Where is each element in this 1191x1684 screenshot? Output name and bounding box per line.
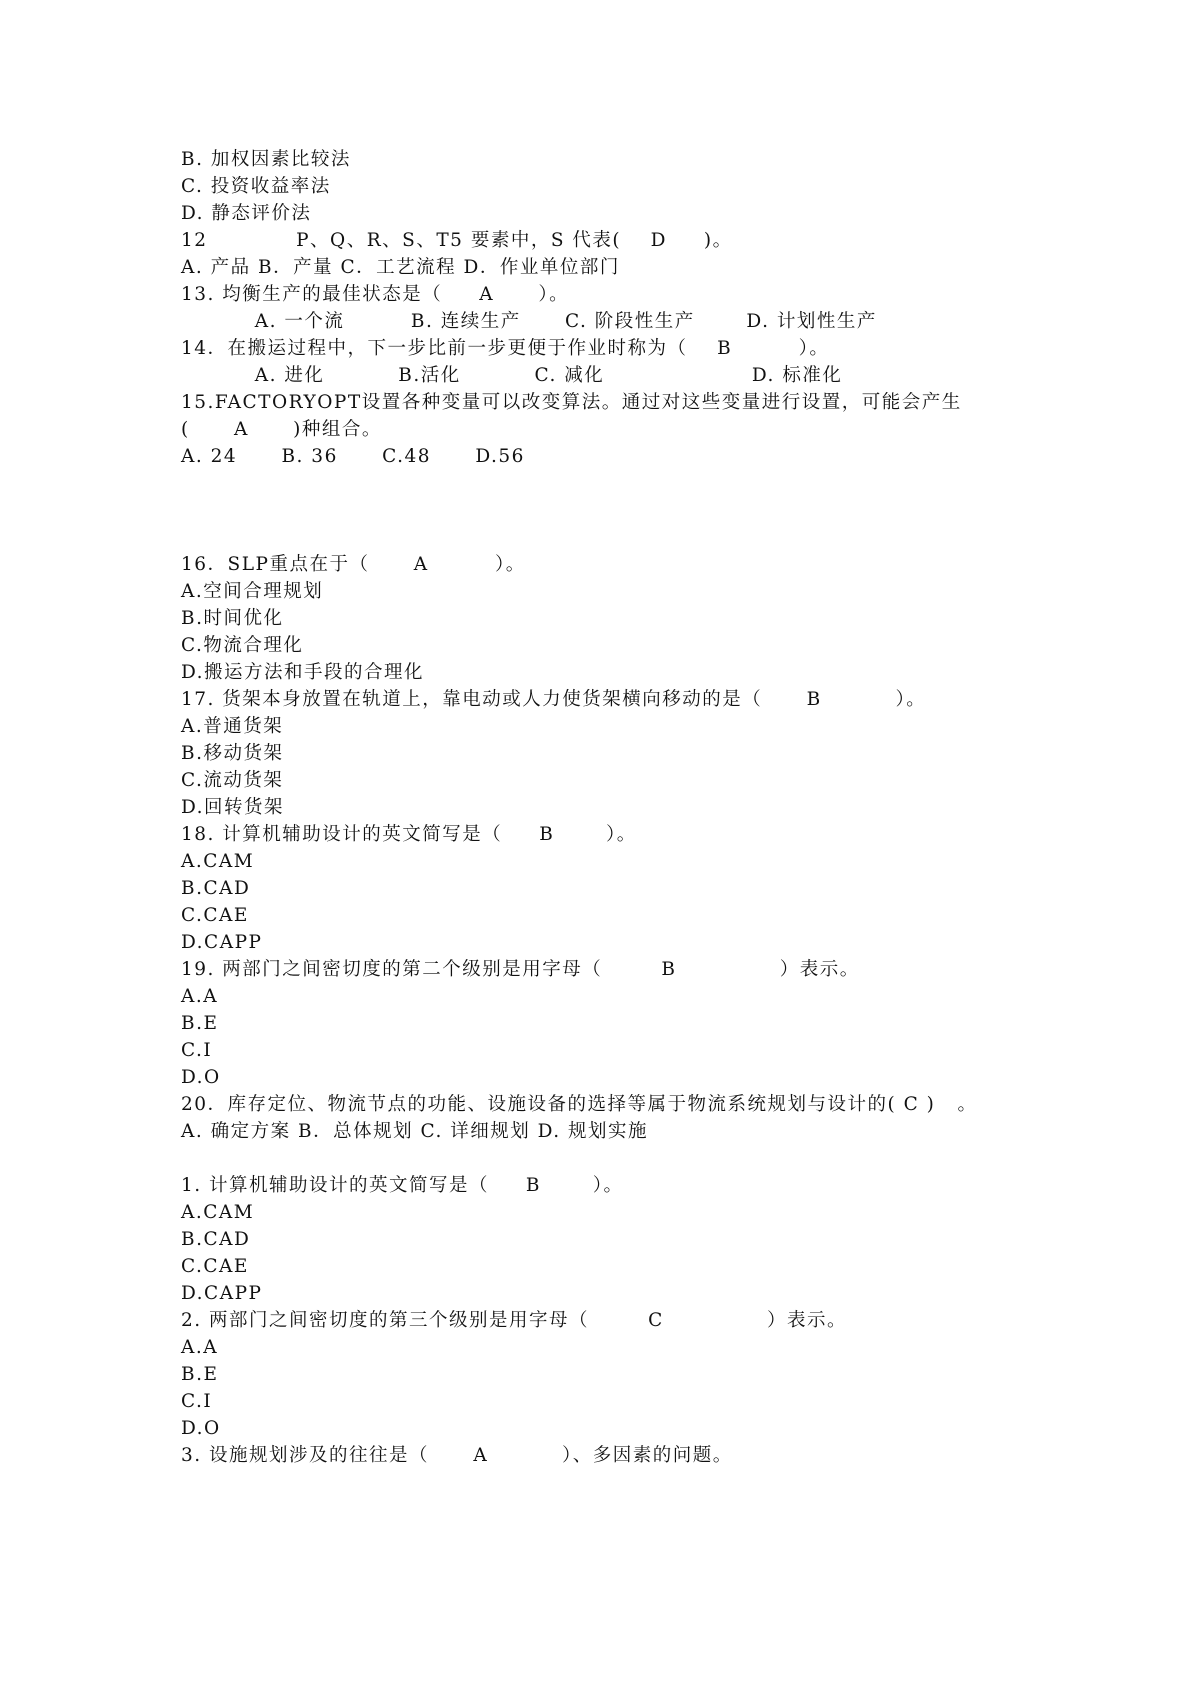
question-line: 12 P、Q、R、S、T5 要素中，S 代表( D )。: [181, 230, 733, 251]
option-line: C.CAE: [181, 905, 249, 926]
option-line: B.CAD: [181, 1229, 251, 1250]
option-line: C.CAE: [181, 1256, 249, 1277]
option-line: A. 产品 B．产量 C．工艺流程 D．作业单位部门: [181, 257, 620, 278]
option-line: C. 投资收益率法: [181, 176, 331, 197]
question-line: ( A )种组合。: [181, 419, 382, 440]
option-line: C.流动货架: [181, 770, 284, 791]
question-line: 19. 两部门之间密切度的第二个级别是用字母（ B ）表示。: [181, 959, 860, 980]
option-line: A.CAM: [181, 851, 255, 872]
option-line: B.E: [181, 1364, 219, 1385]
question-line: 18. 计算机辅助设计的英文简写是（ B ）。: [181, 824, 637, 845]
question-line: 2. 两部门之间密切度的第三个级别是用字母（ C ）表示。: [181, 1310, 848, 1331]
option-line: A.普通货架: [181, 716, 284, 737]
option-line: D.CAPP: [181, 1283, 263, 1304]
question-line: 16．SLP重点在于（ A ）。: [181, 554, 526, 575]
question-line: 17. 货架本身放置在轨道上，靠电动或人力使货架横向移动的是（ B ）。: [181, 689, 927, 710]
option-line: A. 24 B. 36 C.48 D.56: [181, 446, 525, 467]
option-line: D. 静态评价法: [181, 203, 312, 224]
option-line: B.移动货架: [181, 743, 284, 764]
option-line: D.O: [181, 1418, 221, 1439]
option-line: D.搬运方法和手段的合理化: [181, 662, 425, 683]
option-line: A. 进化 B.活化 C. 减化 D. 标准化: [181, 365, 843, 386]
option-line: C.物流合理化: [181, 635, 304, 656]
option-line: C.I: [181, 1040, 213, 1061]
option-line: B.时间优化: [181, 608, 284, 629]
question-line: 3. 设施规划涉及的往往是（ A ）、多因素的问题。: [181, 1445, 733, 1466]
option-line: A.A: [181, 1337, 219, 1358]
question-line: 14．在搬运过程中，下一步比前一步更便于作业时称为（ B ）。: [181, 338, 830, 359]
option-line: D.CAPP: [181, 932, 263, 953]
question-line: 1. 计算机辅助设计的英文简写是（ B ）。: [181, 1175, 624, 1196]
option-line: A.空间合理规划: [181, 581, 324, 602]
option-line: A. 确定方案 B．总体规划 C. 详细规划 D. 规划实施: [181, 1121, 649, 1142]
option-line: B. 加权因素比较法: [181, 149, 351, 170]
option-line: A.CAM: [181, 1202, 255, 1223]
option-line: C.I: [181, 1391, 213, 1412]
option-line: A.A: [181, 986, 219, 1007]
option-line: D.O: [181, 1067, 221, 1088]
option-line: B.E: [181, 1013, 219, 1034]
question-line: 20．库存定位、物流节点的功能、设施设备的选择等属于物流系统规划与设计的( C ) 。: [181, 1094, 978, 1115]
option-line: A. 一个流 B. 连续生产 C. 阶段性生产 D. 计划性生产: [181, 311, 877, 332]
question-line: 13. 均衡生产的最佳状态是（ A ）。: [181, 284, 570, 305]
option-line: D.回转货架: [181, 797, 285, 818]
option-line: B.CAD: [181, 878, 251, 899]
question-line: 15.FACTORYOPT设置各种变量可以改变算法。通过对这些变量进行设置，可能会产生: [181, 392, 962, 413]
